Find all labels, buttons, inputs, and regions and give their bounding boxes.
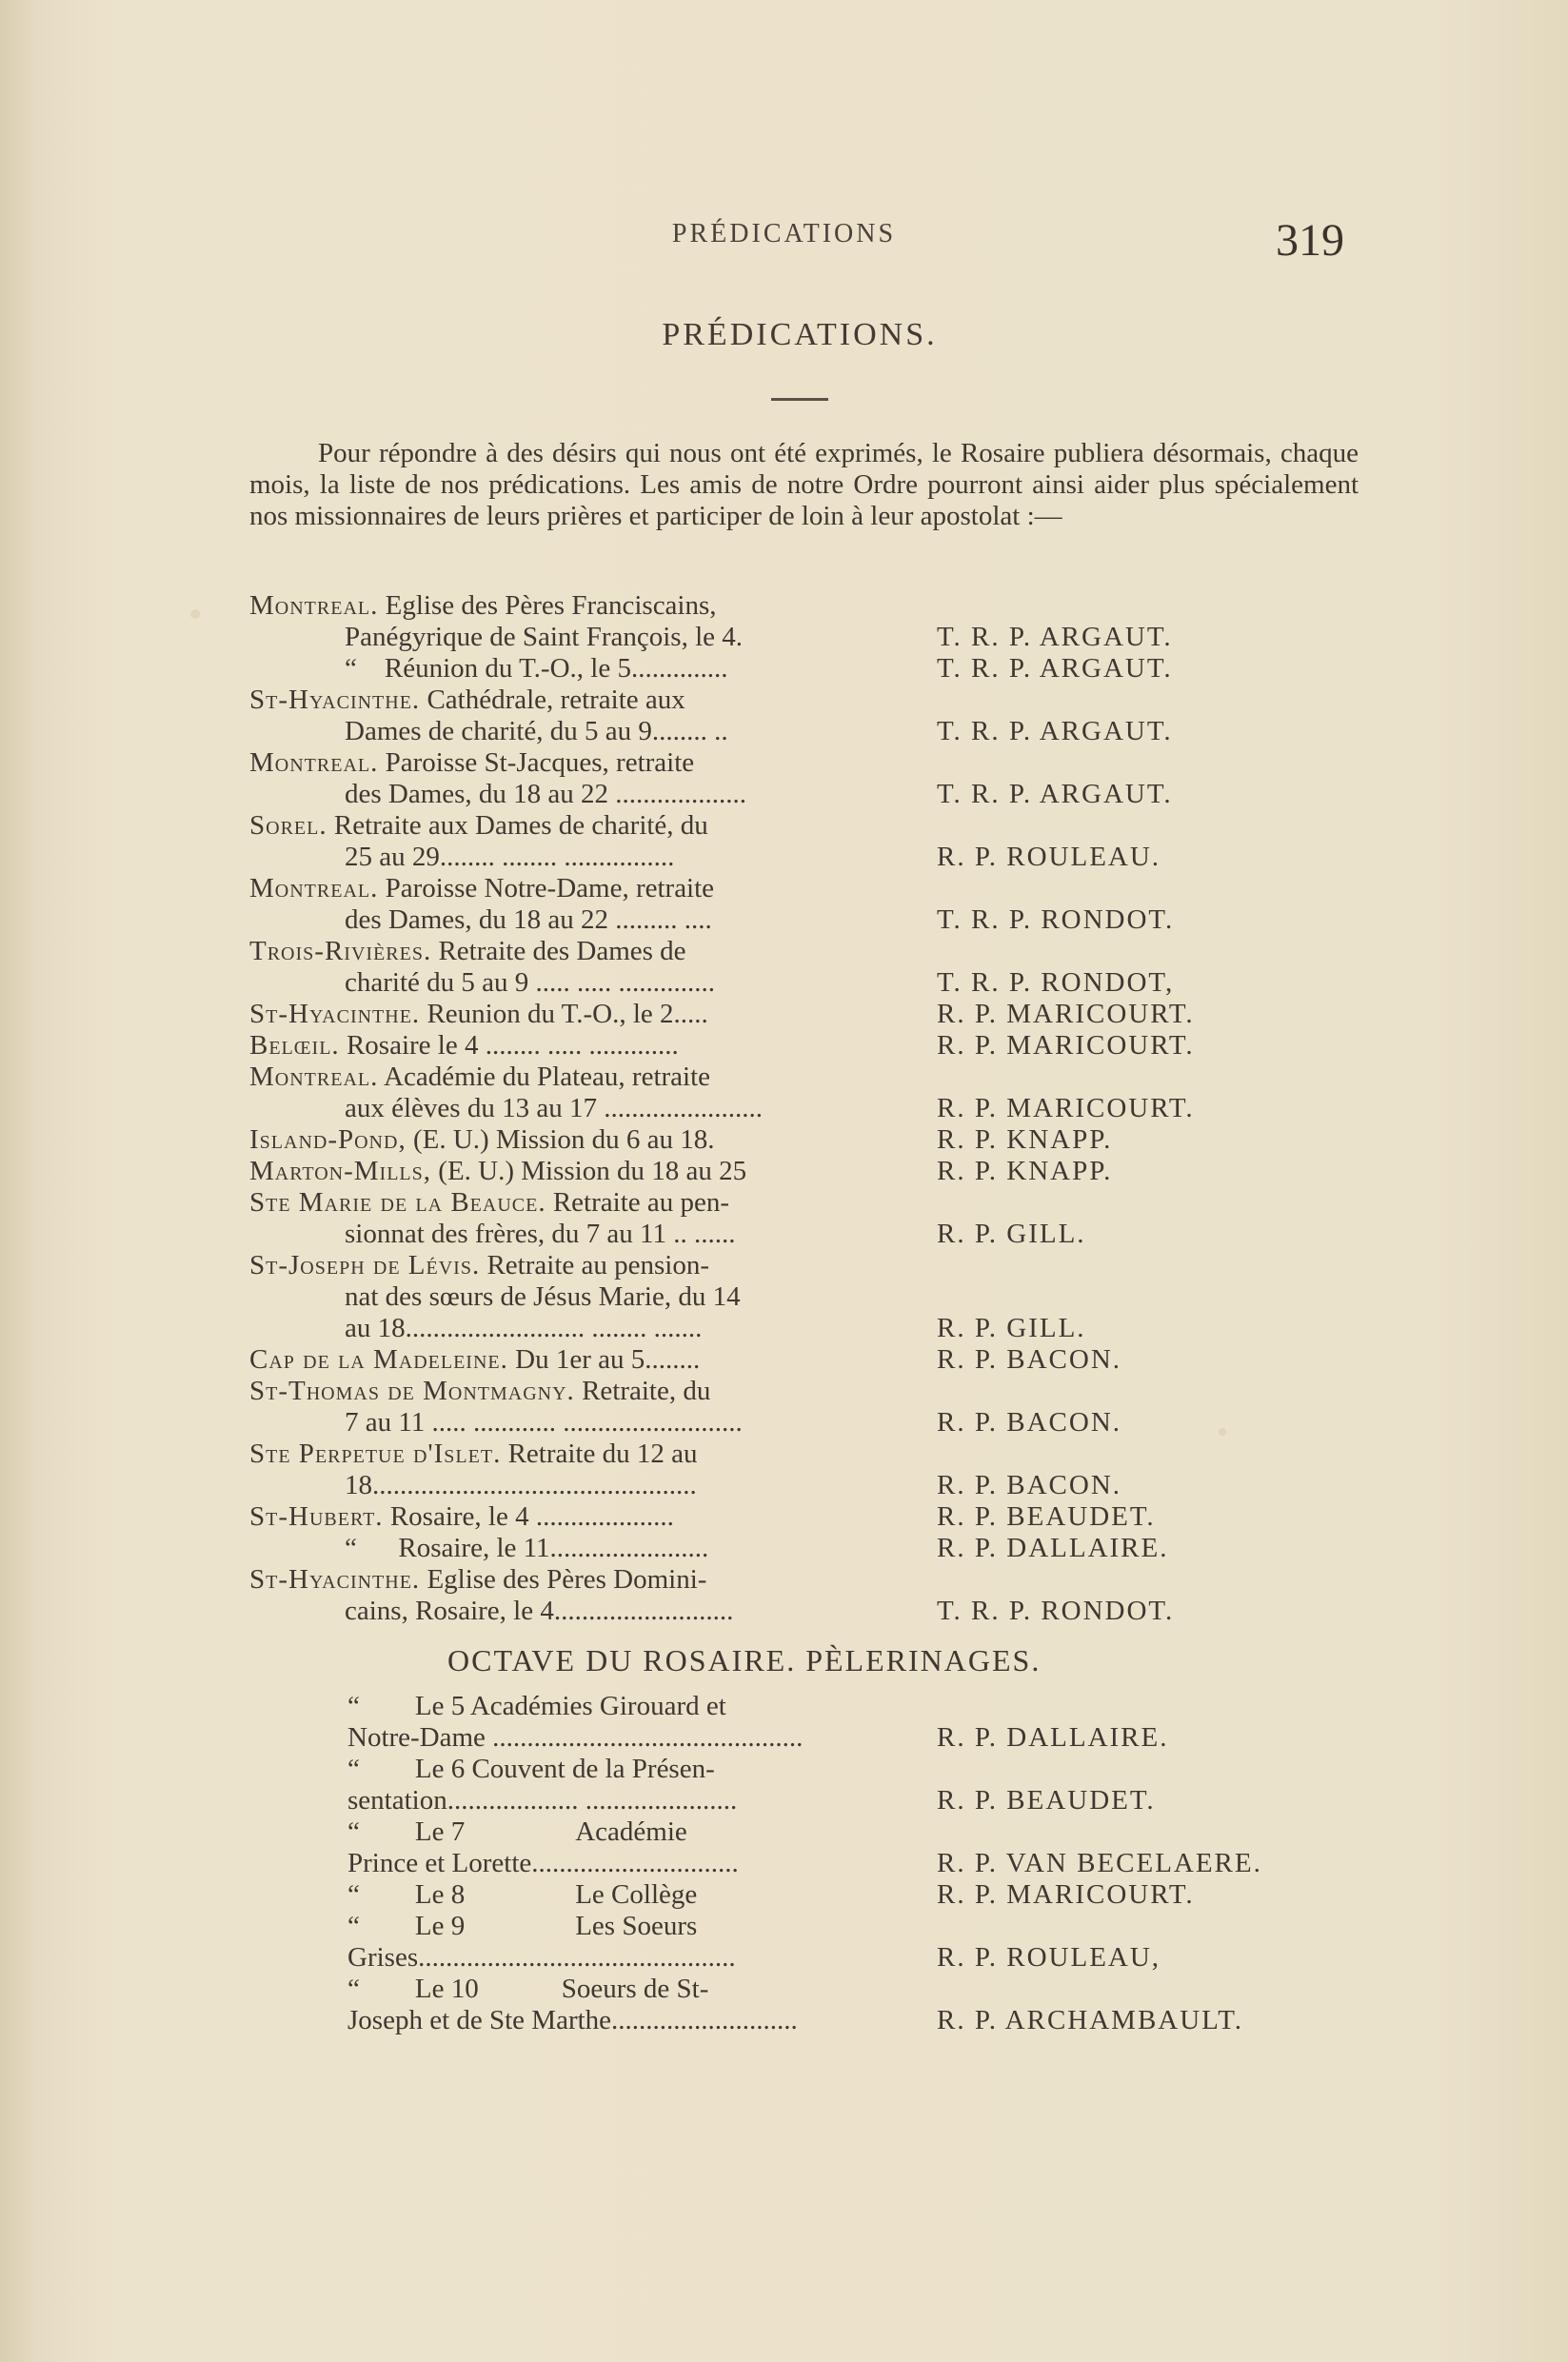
entry-preacher: T. R. P. ARGAUT.: [937, 622, 1173, 652]
octave-entry: “ Le 5 Académies Girouard et Notre-Dame .............................................: [347, 1691, 804, 1753]
octave-preacher: R. P. VAN BECELAERE.: [937, 1848, 1262, 1878]
entry-preacher: R. P. BEAUDET.: [937, 1501, 1156, 1532]
entry-preacher: T. R. P. RONDOT.: [937, 1596, 1175, 1626]
entry-preacher: T. R. P. ARGAUT.: [937, 653, 1173, 684]
octave-entry: “ Le 9 Les Soeurs Grises..............................................: [347, 1911, 736, 1973]
entry-preacher: R. P. ROULEAU.: [937, 842, 1161, 872]
entry-location: St-Hyacinthe. Eglise des Pères Domini- cains, Rosaire, le 4..........................: [249, 1564, 734, 1626]
entry-location: Montreal. Eglise des Pères Franciscains, Panégyrique de Saint François, le 4.: [249, 590, 743, 652]
octave-entry: “ Le 7 Académie Prince et Lorette..............................: [347, 1816, 739, 1878]
intro-paragraph: Pour répondre à des désirs qui nous ont été exprimés, le Rosaire publiera désormais, chaque mois, la liste de nos prédications. Les amis de notre Ordre pourront ainsi aider plus spécialement nos missionnaires de leurs prières et participer de loin à leur apostolat :—: [249, 438, 1359, 531]
entry-preacher: R. P. BACON.: [937, 1344, 1122, 1375]
entry-preacher: T. R. P. RONDOT.: [937, 904, 1175, 935]
entry-location: Ste Perpetue d'Islet. Retraite du 12 au 18...............................................: [249, 1439, 698, 1500]
section-title: PRÉDICATIONS.: [662, 317, 938, 352]
page-number: 319: [1276, 215, 1344, 266]
entry-location: “ Réunion du T.-O., le 5..............: [345, 653, 728, 684]
paper-speck: [1219, 1428, 1226, 1436]
paper-speck: [190, 609, 200, 619]
entry-location: St-Thomas de Montmagny. Retraite, du 7 au 11 ..... ............ ..........................: [249, 1376, 743, 1438]
entry-preacher: R. P. BACON.: [937, 1470, 1122, 1500]
entry-location: St-Hyacinthe. Cathédrale, retraite aux Dames de charité, du 5 au 9........ ..: [249, 685, 728, 746]
octave-entry: “ Le 8 Le Collège: [347, 1879, 698, 1910]
entry-location: “ Rosaire, le 11.......................: [345, 1533, 709, 1563]
octave-entry: “ Le 6 Couvent de la Présen- sentation................... ......................: [347, 1754, 738, 1816]
entry-location: Cap de la Madeleine. Du 1er au 5........: [249, 1344, 701, 1375]
entry-location: Marton-Mills, (E. U.) Mission du 18 au 25: [249, 1156, 747, 1186]
title-rule: [771, 398, 828, 401]
octave-entry: “ Le 10 Soeurs de St- Joseph et de Ste Marthe...........................: [347, 1974, 798, 2035]
octave-preacher: R. P. ARCHAMBAULT.: [937, 2005, 1244, 2035]
entry-preacher: R. P. BACON.: [937, 1407, 1122, 1438]
running-head: PRÉDICATIONS: [671, 219, 897, 248]
entry-location: St-Hubert. Rosaire, le 4 ....................: [249, 1501, 674, 1532]
entry-location: Sorel. Retraite aux Dames de charité, du 25 au 29........ ........ ................: [249, 810, 708, 872]
entry-preacher: T. R. P. RONDOT,: [937, 967, 1175, 998]
entry-location: Montreal. Paroisse Notre-Dame, retraite des Dames, du 18 au 22 ......... ....: [249, 873, 715, 935]
entry-location: Ste Marie de la Beauce. Retraite au pen- sionnat des frères, du 7 au 11 .. ......: [249, 1187, 736, 1249]
entry-preacher: T. R. P. ARGAUT.: [937, 716, 1173, 746]
entry-preacher: R. P. GILL.: [937, 1313, 1086, 1343]
entry-preacher: T. R. P. ARGAUT.: [937, 779, 1173, 809]
entry-location: Belœil. Rosaire le 4 ........ ..... .............: [249, 1030, 679, 1061]
entry-preacher: R. P. MARICOURT.: [937, 1030, 1195, 1061]
entry-preacher: R. P. MARICOURT.: [937, 999, 1195, 1029]
octave-heading: OCTAVE DU ROSAIRE. PÈLERINAGES.: [447, 1643, 1042, 1677]
entry-location: St-Joseph de Lévis. Retraite au pension- nat des sœurs de Jésus Marie, du 14 au 18.......................... ........ .......: [249, 1250, 741, 1343]
octave-preacher: R. P. BEAUDET.: [937, 1785, 1156, 1816]
entry-location: Island-Pond, (E. U.) Mission du 6 au 18.: [249, 1124, 715, 1155]
octave-preacher: R. P. MARICOURT.: [937, 1879, 1195, 1910]
entry-location: St-Hyacinthe. Reunion du T.-O., le 2.....: [249, 999, 708, 1029]
entry-preacher: R. P. MARICOURT.: [937, 1093, 1195, 1123]
entry-preacher: R. P. DALLAIRE.: [937, 1533, 1169, 1563]
entry-preacher: R. P. KNAPP.: [937, 1124, 1113, 1155]
entry-preacher: R. P. KNAPP.: [937, 1156, 1113, 1186]
entry-location: Montreal. Paroisse St-Jacques, retraite des Dames, du 18 au 22 ...................: [249, 747, 747, 809]
entry-preacher: R. P. GILL.: [937, 1219, 1086, 1249]
octave-preacher: R. P. ROULEAU,: [937, 1942, 1161, 1973]
entry-location: Trois-Rivières. Retraite des Dames de charité du 5 au 9 ..... ..... ..............: [249, 936, 716, 998]
octave-preacher: R. P. DALLAIRE.: [937, 1722, 1169, 1753]
entry-location: Montreal. Académie du Plateau, retraite aux élèves du 13 au 17 .......................: [249, 1062, 763, 1123]
